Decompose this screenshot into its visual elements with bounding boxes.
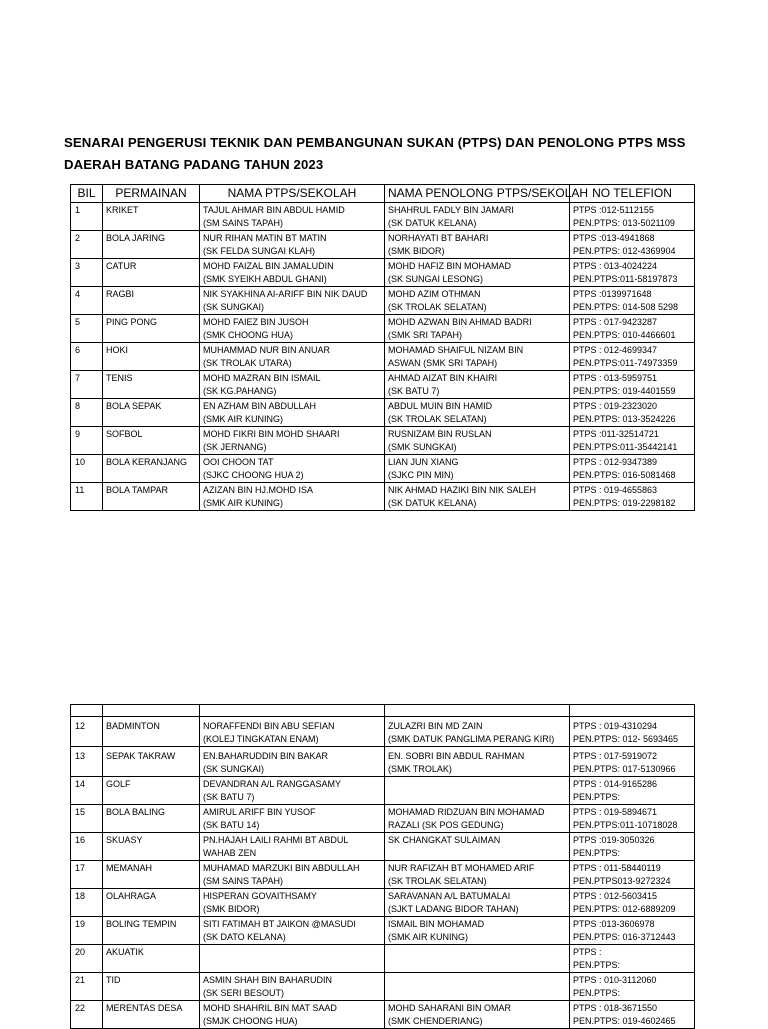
ptps-line-2: (SK BATU 14) xyxy=(203,819,260,830)
header-nama-penolong xyxy=(385,185,589,203)
penolong-line-1: MOHD HAFIZ BIN MOHAMAD xyxy=(388,261,511,271)
penolong-line-1: SHAHRUL FADLY BIN JAMARI xyxy=(388,205,514,215)
telefon-line-2: PEN.PTPS: xyxy=(573,959,621,970)
bil-cell: 7 xyxy=(71,371,103,399)
bil-cell: 6 xyxy=(71,343,103,371)
permainan-cell: MERENTAS DESA xyxy=(103,1001,200,1029)
telefon-line-2: PEN.PTPS: 013-3524226 xyxy=(573,413,676,424)
permainan-cell: BOLA BALING xyxy=(103,805,200,833)
ptps-cell xyxy=(200,833,385,861)
penolong-line-2 xyxy=(388,847,566,860)
table-row xyxy=(71,861,695,889)
telefon-line-1: PTPS :0139971648 xyxy=(573,289,652,299)
bil-cell: 13 xyxy=(71,747,103,777)
ptps-line-2: (SMK SYEIKH ABDUL GHANI) xyxy=(203,273,327,284)
penolong-line-1: AHMAD AIZAT BIN KHAIRI xyxy=(388,373,498,383)
ptps-cell xyxy=(200,455,385,483)
telefon-line-2: PEN.PTPS: 016-3712443 xyxy=(573,931,676,942)
telefon-cell xyxy=(570,455,695,483)
table-row xyxy=(71,371,695,399)
penolong-cell xyxy=(385,889,570,917)
telefon-line-2: PEN.PTPS: 012-6889209 xyxy=(573,903,676,914)
penolong-line-2: RAZALI (SK POS GEDUNG) xyxy=(388,819,504,830)
telefon-line-1: PTPS :013-3606978 xyxy=(573,919,655,929)
penolong-line-1: ABDUL MUIN BIN HAMID xyxy=(388,401,493,411)
penolong-line-2: (SMK AIR KUNING) xyxy=(388,931,469,942)
bil-cell: 2 xyxy=(71,231,103,259)
telefon-cell xyxy=(570,259,695,287)
table-header-row xyxy=(71,185,695,203)
ptps-line-2 xyxy=(203,959,381,972)
bil-cell: 3 xyxy=(71,259,103,287)
penolong-line-2 xyxy=(388,987,566,1000)
ptps-cell xyxy=(200,777,385,805)
table-row xyxy=(71,1001,695,1029)
permainan-cell: SOFBOL xyxy=(103,427,200,455)
bil-cell: 12 xyxy=(71,717,103,747)
penolong-line-2: (SMK CHENDERIANG) xyxy=(388,1015,483,1026)
ptps-line-1: MUHAMAD MARZUKI BIN ABDULLAH xyxy=(203,863,360,873)
telefon-cell xyxy=(570,945,695,973)
penolong-cell xyxy=(385,747,570,777)
telefon-cell xyxy=(570,287,695,315)
telefon-line-1: PTPS : 014-9165286 xyxy=(573,779,658,789)
ptps-line-2: (SK KG.PAHANG) xyxy=(203,385,277,396)
header-nama-ptps: NAMA PTPS/SEKOLAH xyxy=(200,185,385,203)
table-body-page-2 xyxy=(71,705,695,1029)
ptps-line-2: WAHAB ZEN xyxy=(203,847,257,858)
penolong-line-1: ISMAIL BIN MOHAMAD xyxy=(388,919,485,929)
bil-cell: 19 xyxy=(71,917,103,945)
ptps-cell xyxy=(200,371,385,399)
ptps-line-1: MOHD FAIEZ BIN JUSOH xyxy=(203,317,309,327)
ptps-line-1: TAJUL AHMAR BIN ABDUL HAMID xyxy=(203,205,345,215)
header-permainan: PERMAINAN xyxy=(103,185,200,203)
ptps-line-1: NIK SYAKHINA AI-ARIFF BIN NIK DAUD xyxy=(203,289,368,299)
ptps-line-1: MOHD FIKRI BIN MOHD SHAARI xyxy=(203,429,340,439)
penolong-line-1: NORHAYATI BT BAHARI xyxy=(388,233,489,243)
penolong-line-1: LIAN JUN XIANG xyxy=(388,457,459,467)
title-line-1: SENARAI PENGERUSI TEKNIK DAN PEMBANGUNAN SUKAN (PTPS) DAN PENOLONG PTPS MSS xyxy=(64,135,686,150)
telefon-cell xyxy=(570,889,695,917)
empty-cell xyxy=(200,705,385,717)
permainan-cell: TID xyxy=(103,973,200,1001)
telefon-cell xyxy=(570,371,695,399)
table-row xyxy=(71,203,695,231)
ptps-cell xyxy=(200,343,385,371)
ptps-cell xyxy=(200,747,385,777)
table-row xyxy=(71,427,695,455)
telefon-line-1: PTPS :011-32514721 xyxy=(573,429,659,439)
ptps-cell xyxy=(200,945,385,973)
telefon-line-2: PEN.PTPS: 012- 5693465 xyxy=(573,733,679,744)
penolong-cell xyxy=(385,805,570,833)
penolong-line-2: (SK TROLAK SELATAN) xyxy=(388,875,487,886)
permainan-cell: TENIS xyxy=(103,371,200,399)
telefon-line-2: PEN.PTPS:011-35442141 xyxy=(573,441,678,452)
telefon-line-1: PTPS : 018-3671550 xyxy=(573,1003,658,1013)
penolong-cell xyxy=(385,231,570,259)
ptps-cell xyxy=(200,861,385,889)
penolong-line-1: ZULAZRI BIN MD ZAIN xyxy=(388,721,483,731)
telefon-line-2: PEN.PTPS: 010-4466601 xyxy=(573,329,676,340)
penolong-line-1: MOHAMAD RIDZUAN BIN MOHAMAD xyxy=(388,807,545,817)
ptps-line-2: (SJKC CHOONG HUA 2) xyxy=(203,469,304,480)
table-row xyxy=(71,259,695,287)
table-row xyxy=(71,455,695,483)
penolong-line-2 xyxy=(388,959,566,972)
bil-cell: 14 xyxy=(71,777,103,805)
telefon-line-1: PTPS : 012-9347389 xyxy=(573,457,658,467)
telefon-line-2: PEN.PTPS: 013-5021109 xyxy=(573,217,675,228)
penolong-line-2: (SK TROLAK SELATAN) xyxy=(388,413,487,424)
table-row xyxy=(71,483,695,511)
permainan-cell: BOLA TAMPAR xyxy=(103,483,200,511)
table-row xyxy=(71,777,695,805)
ptps-line-1: HISPERAN GOVAITHSAMY xyxy=(203,891,317,901)
bil-cell: 5 xyxy=(71,315,103,343)
table-row xyxy=(71,945,695,973)
telefon-line-1: PTPS :019-3050326 xyxy=(573,835,655,845)
ptps-line-2: (SK SERI BESOUT) xyxy=(203,987,285,998)
permainan-cell: HOKI xyxy=(103,343,200,371)
permainan-cell: BOLA KERANJANG xyxy=(103,455,200,483)
bil-cell: 9 xyxy=(71,427,103,455)
empty-cell xyxy=(570,705,695,717)
telefon-cell xyxy=(570,717,695,747)
telefon-line-2: PEN.PTPS: 017-5130966 xyxy=(573,763,676,774)
permainan-cell: KRIKET xyxy=(103,203,200,231)
empty-cell xyxy=(385,705,570,717)
bil-cell: 11 xyxy=(71,483,103,511)
telefon-line-1: PTPS : 011-58440119 xyxy=(573,863,661,873)
penolong-line-1 xyxy=(388,974,566,987)
ptps-cell xyxy=(200,203,385,231)
penolong-cell xyxy=(385,371,570,399)
ptps-line-2: (SM SAINS TAPAH) xyxy=(203,875,284,886)
ptps-line-2: (SK SUNGKAI) xyxy=(203,763,265,774)
penolong-line-2: (SMK SRI TAPAH) xyxy=(388,329,463,340)
telefon-line-2: PEN.PTPS:011-58197873 xyxy=(573,273,678,284)
permainan-cell: CATUR xyxy=(103,259,200,287)
ptps-line-1: MOHD MAZRAN BIN ISMAIL xyxy=(203,373,321,383)
penolong-line-2: (SJKT LADANG BIDOR TAHAN) xyxy=(388,903,519,914)
permainan-cell: MEMANAH xyxy=(103,861,200,889)
ptps-cell xyxy=(200,259,385,287)
penolong-cell xyxy=(385,973,570,1001)
empty-cell xyxy=(71,705,103,717)
telefon-line-2: PEN.PTPS: 014-508 5298 xyxy=(573,301,679,312)
table-row xyxy=(71,805,695,833)
penolong-line-2: (SK BATU 7) xyxy=(388,385,440,396)
penolong-line-1: MOHD AZIM OTHMAN xyxy=(388,289,481,299)
table-row xyxy=(71,315,695,343)
ptps-cell xyxy=(200,399,385,427)
telefon-line-2: PEN.PTPS: 012-4369904 xyxy=(573,245,676,256)
ptps-cell xyxy=(200,231,385,259)
telefon-line-2: PEN.PTPS: xyxy=(573,847,621,858)
permainan-cell: PING PONG xyxy=(103,315,200,343)
permainan-cell: SEPAK TAKRAW xyxy=(103,747,200,777)
telefon-line-1: PTPS : 017-9423287 xyxy=(573,317,658,327)
penolong-line-2: (SMK BIDOR) xyxy=(388,245,445,256)
table-row xyxy=(71,287,695,315)
penolong-cell xyxy=(385,945,570,973)
telefon-cell xyxy=(570,805,695,833)
telefon-line-2: PEN.PTPS: 019-4401559 xyxy=(573,385,676,396)
bil-cell: 10 xyxy=(71,455,103,483)
bil-cell: 4 xyxy=(71,287,103,315)
ptps-table-page-2 xyxy=(70,704,695,1029)
ptps-line-2: (SMJK CHOONG HUA) xyxy=(203,1015,298,1026)
ptps-line-1: EN.BAHARUDDIN BIN BAKAR xyxy=(203,751,329,761)
penolong-line-2: (SK DATUK KELANA) xyxy=(388,497,477,508)
header-bil: BIL xyxy=(71,185,103,203)
ptps-line-1: NUR RIHAN MATIN BT MATIN xyxy=(203,233,327,243)
penolong-cell xyxy=(385,717,570,747)
telefon-cell xyxy=(570,483,695,511)
penolong-line-2: (SMK DATUK PANGLIMA PERANG KIRI) xyxy=(388,733,555,744)
telefon-cell xyxy=(570,1001,695,1029)
penolong-line-2 xyxy=(388,791,566,804)
telefon-cell xyxy=(570,747,695,777)
penolong-line-1: SK CHANGKAT SULAIMAN xyxy=(388,835,501,845)
ptps-line-2: (SMK BIDOR) xyxy=(203,903,260,914)
penolong-cell xyxy=(385,399,570,427)
table-row xyxy=(71,889,695,917)
bil-cell: 15 xyxy=(71,805,103,833)
table-row xyxy=(71,917,695,945)
telefon-line-1: PTPS : 012-5603415 xyxy=(573,891,658,901)
penolong-line-1: RUSNIZAM BIN RUSLAN xyxy=(388,429,492,439)
ptps-line-1: EN AZHAM BIN ABDULLAH xyxy=(203,401,317,411)
ptps-line-1: OOI CHOON TAT xyxy=(203,457,274,467)
penolong-cell xyxy=(385,1001,570,1029)
ptps-cell xyxy=(200,287,385,315)
ptps-line-2: (SK JERNANG) xyxy=(203,441,267,452)
penolong-cell xyxy=(385,287,570,315)
permainan-cell: RAGBI xyxy=(103,287,200,315)
table-row xyxy=(71,343,695,371)
title-line-2: DAERAH BATANG PADANG TAHUN 2023 xyxy=(64,157,324,172)
telefon-cell xyxy=(570,777,695,805)
ptps-line-2: (SMK CHOONG HUA) xyxy=(203,329,293,340)
penolong-cell xyxy=(385,483,570,511)
telefon-line-1: PTPS :012-5112155 xyxy=(573,205,654,215)
permainan-cell: OLAHRAGA xyxy=(103,889,200,917)
penolong-cell xyxy=(385,259,570,287)
permainan-cell: AKUATIK xyxy=(103,945,200,973)
ptps-line-2: (SK BATU 7) xyxy=(203,791,255,802)
ptps-line-2: (SK FELDA SUNGAI KLAH) xyxy=(203,245,316,256)
penolong-line-1: MOHAMAD SHAIFUL NIZAM BIN xyxy=(388,345,524,355)
permainan-cell: SKUASY xyxy=(103,833,200,861)
telefon-line-2: PEN.PTPS013-9272324 xyxy=(573,875,671,886)
ptps-table-page-1 xyxy=(70,184,695,511)
telefon-line-1: PTPS :013-4941868 xyxy=(573,233,655,243)
ptps-cell xyxy=(200,1001,385,1029)
penolong-line-1: NIK AHMAD HAZIKI BIN NIK SALEH xyxy=(388,485,537,495)
telefon-cell xyxy=(570,203,695,231)
ptps-line-2: (SK SUNGKAI) xyxy=(203,301,265,312)
telefon-cell xyxy=(570,315,695,343)
table-row xyxy=(71,399,695,427)
telefon-cell xyxy=(570,231,695,259)
ptps-line-1: AZIZAN BIN HJ.MOHD ISA xyxy=(203,485,314,495)
penolong-cell xyxy=(385,861,570,889)
bil-cell: 18 xyxy=(71,889,103,917)
bil-cell: 20 xyxy=(71,945,103,973)
penolong-cell xyxy=(385,833,570,861)
table-empty-header-row xyxy=(71,705,695,717)
bil-cell: 21 xyxy=(71,973,103,1001)
table-row xyxy=(71,973,695,1001)
ptps-line-2: (SMK AIR KUNING) xyxy=(203,497,284,508)
telefon-line-2: PEN.PTPS: 019-4602465 xyxy=(573,1015,676,1026)
ptps-cell xyxy=(200,889,385,917)
ptps-cell xyxy=(200,917,385,945)
penolong-line-2: (SMK SUNGKAI) xyxy=(388,441,457,452)
penolong-line-1: MOHD SAHARANI BIN OMAR xyxy=(388,1003,512,1013)
penolong-cell xyxy=(385,343,570,371)
table-row xyxy=(71,747,695,777)
ptps-line-1: ASMIN SHAH BIN BAHARUDIN xyxy=(203,975,333,985)
table-row xyxy=(71,833,695,861)
penolong-line-1 xyxy=(388,946,566,959)
ptps-line-1: DEVANDRAN A/L RANGGASAMY xyxy=(203,779,342,789)
bil-cell: 16 xyxy=(71,833,103,861)
penolong-line-1: MOHD AZWAN BIN AHMAD BADRI xyxy=(388,317,532,327)
permainan-cell: BOLA SEPAK xyxy=(103,399,200,427)
telefon-line-1: PTPS : 019-4310294 xyxy=(573,721,658,731)
ptps-line-2: (SK DATO KELANA) xyxy=(203,931,286,942)
telefon-line-1: PTPS : 013-5959751 xyxy=(573,373,658,383)
bil-cell: 17 xyxy=(71,861,103,889)
ptps-line-1: MUHAMMAD NUR BIN ANUAR xyxy=(203,345,331,355)
ptps-line-1 xyxy=(203,946,381,959)
ptps-cell xyxy=(200,483,385,511)
table-row xyxy=(71,231,695,259)
penolong-line-2: (SMK TROLAK) xyxy=(388,763,452,774)
ptps-cell xyxy=(200,717,385,747)
telefon-line-1: PTPS : 019-4655863 xyxy=(573,485,658,495)
telefon-line-1: PTPS : 010-3112060 xyxy=(573,975,657,985)
penolong-cell xyxy=(385,315,570,343)
penolong-line-2: (SK DATUK KELANA) xyxy=(388,217,477,228)
penolong-line-2: (SK TROLAK SELATAN) xyxy=(388,301,487,312)
telefon-line-1: PTPS : 013-4024224 xyxy=(573,261,658,271)
header-nama-penolong-line-2: PTPS/SEKOLAH xyxy=(496,186,589,200)
telefon-line-2: PEN.PTPS: 016-5081468 xyxy=(573,469,676,480)
header-nama-penolong-line-1: NAMA PENOLONG xyxy=(388,186,494,200)
penolong-cell xyxy=(385,455,570,483)
bil-cell: 22 xyxy=(71,1001,103,1029)
penolong-line-1: NUR RAFIZAH BT MOHAMED ARIF xyxy=(388,863,535,873)
ptps-cell xyxy=(200,315,385,343)
penolong-line-2: (SK SUNGAI LESONG) xyxy=(388,273,484,284)
telefon-line-2: PEN.PTPS: 019-2298182 xyxy=(573,497,676,508)
penolong-line-2: ASWAN (SMK SRI TAPAH) xyxy=(388,357,498,368)
ptps-line-1: NORAFFENDI BIN ABU SEFIAN xyxy=(203,721,335,731)
telefon-cell xyxy=(570,399,695,427)
table-row xyxy=(71,717,695,747)
telefon-line-1: PTPS : xyxy=(573,947,602,957)
telefon-line-2: PEN.PTPS:011-74973359 xyxy=(573,357,678,368)
telefon-cell xyxy=(570,917,695,945)
ptps-line-1: MOHD SHAHRIL BIN MAT SAAD xyxy=(203,1003,337,1013)
telefon-cell xyxy=(570,861,695,889)
bil-cell: 1 xyxy=(71,203,103,231)
telefon-line-2: PEN.PTPS: xyxy=(573,791,621,802)
permainan-cell: GOLF xyxy=(103,777,200,805)
penolong-line-1 xyxy=(388,778,566,791)
ptps-line-1: PN.HAJAH LAILI RAHMI BT ABDUL xyxy=(203,835,349,845)
telefon-line-1: PTPS : 012-4699347 xyxy=(573,345,658,355)
telefon-line-1: PTPS : 017-5919072 xyxy=(573,751,658,761)
telefon-line-1: PTPS : 019-5894671 xyxy=(573,807,658,817)
penolong-cell xyxy=(385,427,570,455)
penolong-line-2: (SJKC PIN MIN) xyxy=(388,469,454,480)
ptps-cell xyxy=(200,805,385,833)
ptps-line-1: AMIRUL ARIFF BIN YUSOF xyxy=(203,807,316,817)
ptps-line-2: (SK TROLAK UTARA) xyxy=(203,357,292,368)
telefon-line-2: PEN.PTPS: xyxy=(573,987,621,998)
ptps-line-1: SITI FATIMAH BT JAIKON @MASUDI xyxy=(203,919,356,929)
ptps-line-2: (KOLEJ TINGKATAN ENAM) xyxy=(203,733,319,744)
telefon-line-1: PTPS : 019-2323020 xyxy=(573,401,658,411)
permainan-cell: BOLA JARING xyxy=(103,231,200,259)
empty-cell xyxy=(103,705,200,717)
penolong-line-1: SARAVANAN A/L BATUMALAI xyxy=(388,891,511,901)
telefon-cell xyxy=(570,343,695,371)
permainan-cell: BOLING TEMPIN xyxy=(103,917,200,945)
ptps-line-1: MOHD FAIZAL BIN JAMALUDIN xyxy=(203,261,334,271)
bil-cell: 8 xyxy=(71,399,103,427)
penolong-cell xyxy=(385,777,570,805)
table-body-page-1 xyxy=(71,203,695,511)
ptps-line-2: (SMK AIR KUNING) xyxy=(203,413,284,424)
ptps-line-2: (SM SAINS TAPAH) xyxy=(203,217,284,228)
permainan-cell: BADMINTON xyxy=(103,717,200,747)
telefon-cell xyxy=(570,833,695,861)
telefon-cell xyxy=(570,427,695,455)
header-no-telefon: NO TELEFION xyxy=(570,185,695,203)
ptps-cell xyxy=(200,973,385,1001)
ptps-cell xyxy=(200,427,385,455)
penolong-line-1: EN. SOBRI BIN ABDUL RAHMAN xyxy=(388,751,525,761)
document-title xyxy=(64,132,724,176)
telefon-line-2: PEN.PTPS:011-10718028 xyxy=(573,819,678,830)
penolong-cell xyxy=(385,203,570,231)
penolong-cell xyxy=(385,917,570,945)
telefon-cell xyxy=(570,973,695,1001)
